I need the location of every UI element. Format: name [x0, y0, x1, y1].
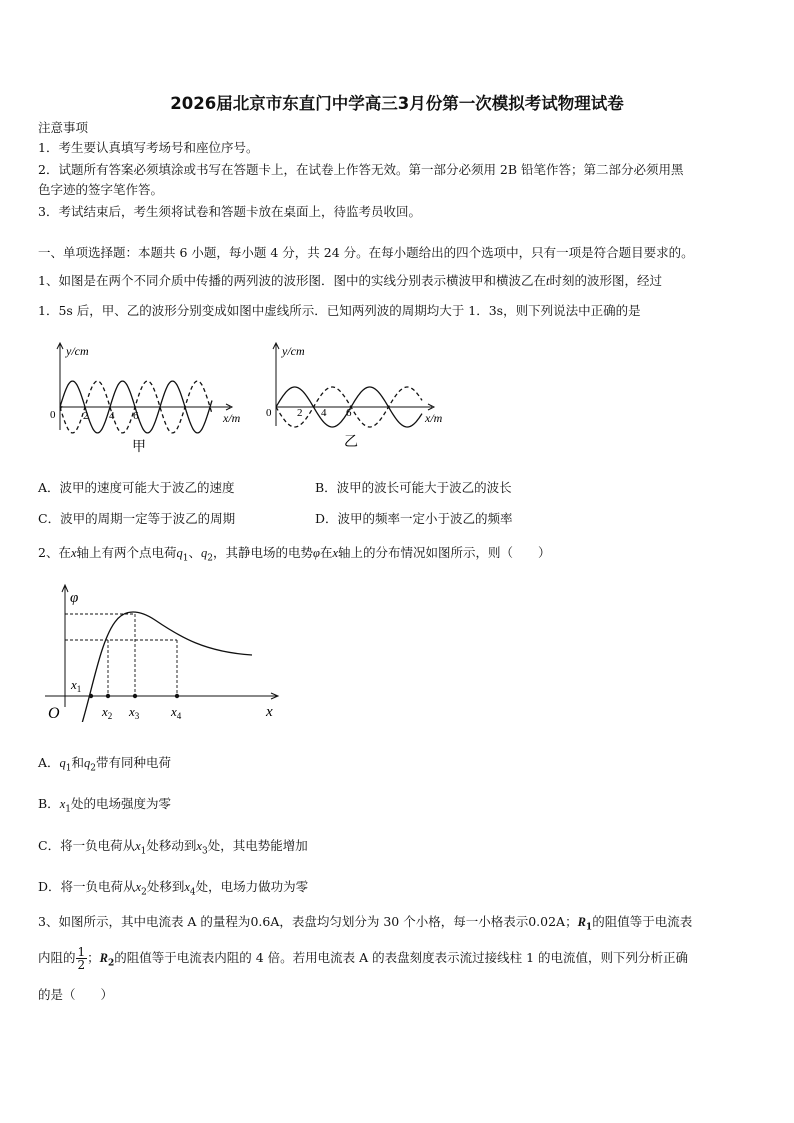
jia-tick-2: 2	[83, 410, 89, 422]
q2-stem: 2、在x轴上有两个点电荷$q_1$、$q_2$，其静电场的电势φ在x轴上的分布情况如图所示，则（ ）	[38, 545, 551, 564]
q3-stem-line1: 3、如图所示，其中电流表 A 的量程为0.6A，表盘均匀划分为 30 个小格，每一小格表示0.02A；$R_1$的阻值等于电流表	[38, 914, 693, 933]
x4-label: $x_4$	[171, 704, 182, 721]
x1-label: $x_1$	[71, 677, 82, 694]
yi-xlabel: x/m	[425, 411, 443, 425]
q1-figure-jia	[40, 340, 260, 460]
section-heading: 一、单项选择题：本题共 6 小题，每小题 4 分，共 24 分。在每小题给出的四个选项中，只有一项是符合题目要求的。	[38, 245, 694, 260]
one-half-fraction: $\frac{1}{2}$	[77, 945, 86, 972]
jia-xlabel: x/m	[223, 411, 241, 425]
notice-item-2-cont: 色字迹的签字笔作答。	[38, 182, 164, 197]
q2-option-b[interactable]: B．$x_1$处的电场强度为零	[38, 796, 171, 815]
yi-origin: 0	[266, 407, 272, 419]
q1-figure-yi	[262, 340, 462, 460]
jia-caption: 甲	[132, 440, 146, 455]
q2-figure-potential	[40, 582, 290, 722]
yi-caption: 乙	[344, 435, 358, 450]
q2-option-d[interactable]: D．将一负电荷从$x_2$处移到$x_4$处，电场力做功为零	[38, 879, 309, 898]
page-title: 2026届北京市东直门中学高三3月份第一次模拟考试物理试卷	[170, 94, 624, 113]
q1-option-a[interactable]: A．波甲的速度可能大于波乙的速度	[38, 480, 235, 495]
x3-label: $x_3$	[129, 704, 140, 721]
q1-stem-line2: 1．5s 后，甲、乙的波形分别变成如图中虚线所示．已知两列波的周期均大于 1．3s，则下列说法中正确的是	[38, 303, 641, 318]
q1-option-c[interactable]: C．波甲的周期一定等于波乙的周期	[38, 511, 236, 526]
q2-option-c[interactable]: C．将一负电荷从$x_1$处移动到$x_3$处，其电势能增加	[38, 838, 308, 857]
q1-stem-line1: 1、如图是在两个不同介质中传播的两列波的波形图．图中的实线分别表示横波甲和横波乙在t时刻的波形图，经过	[38, 273, 662, 288]
q3-stem-line2: 内阻的 $\frac{1}{2}$ ；$R_2$的阻值等于电流表内阻的 4 倍。若用电流表 A 的表盘刻度表示流过接线柱 1 的电流值，则下列分析正确	[38, 945, 689, 972]
jia-origin: 0	[50, 409, 56, 421]
q1-option-b[interactable]: B．波甲的波长可能大于波乙的波长	[315, 480, 512, 495]
notice-heading: 注意事项	[38, 120, 89, 135]
yi-ylabel: y/cm	[282, 344, 305, 358]
q3-stem-line3: 的是（ ）	[38, 987, 114, 1002]
yi-tick-6: 6	[346, 407, 352, 419]
q2-option-a[interactable]: A．$q_1$和$q_2$带有同种电荷	[38, 755, 172, 774]
notice-item-2: 2．试题所有答案必须填涂或书写在答题卡上，在试卷上作答无效。第一部分必须用 2B 铅笔作答；第二部分必须用黑	[38, 162, 684, 177]
q1-option-d[interactable]: D．波甲的频率一定小于波乙的频率	[315, 511, 513, 526]
jia-tick-6: 6	[133, 410, 139, 422]
x2-label: $x_2$	[102, 704, 113, 721]
yi-tick-2: 2	[297, 407, 303, 419]
notice-item-3: 3．考试结束后，考生须将试卷和答题卡放在桌面上，待监考员收回。	[38, 204, 421, 219]
yi-tick-4: 4	[321, 407, 327, 419]
potential-guides	[65, 614, 177, 696]
phi-label: φ	[70, 590, 79, 606]
origin-label: O	[48, 705, 60, 722]
notice-item-1: 1．考生要认真填写考场号和座位序号。	[38, 140, 259, 155]
x-axis-label: x	[266, 704, 273, 720]
jia-tick-4: 4	[109, 410, 115, 422]
jia-ylabel: y/cm	[66, 344, 89, 358]
